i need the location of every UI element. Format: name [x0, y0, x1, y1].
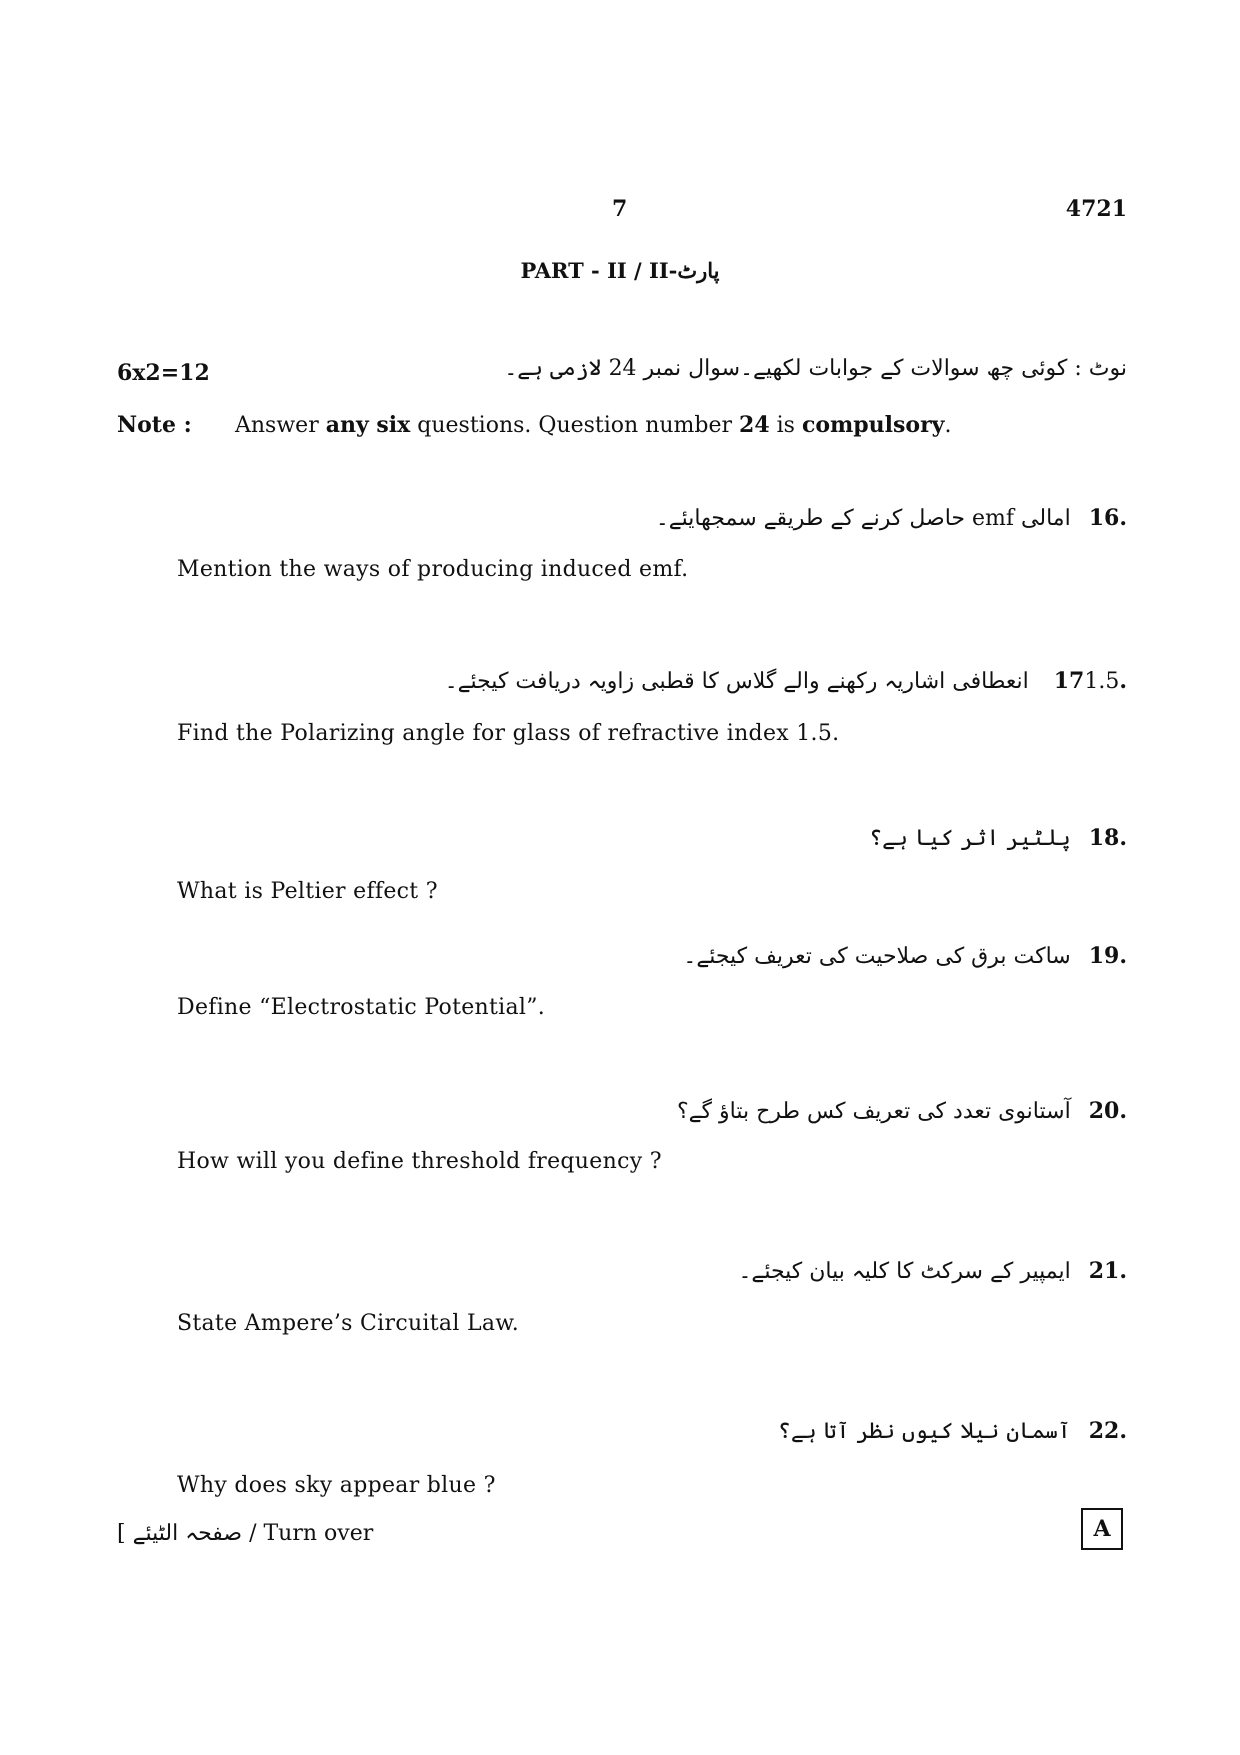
question-16-english: Mention the ways of producing induced emf.: [177, 557, 689, 582]
question-urdu-text: پلٹیر اثر کیا ہے؟: [869, 826, 1071, 851]
question-number: .16: [1088, 505, 1127, 531]
page-number: 7: [612, 196, 628, 222]
question-number: .22: [1088, 1418, 1127, 1444]
part-title: PART - II / II-پارٹ: [520, 258, 720, 283]
question-21-urdu: [739, 1258, 1127, 1284]
note-label: Note :: [117, 412, 192, 438]
question-17-english: Find the Polarizing angle for glass of refractive index 1.5.: [177, 721, 840, 746]
question-number: .21: [1088, 1258, 1127, 1284]
question-urdu-text: ساکت برق کی صلاحیت کی تعریف کیجئے۔: [683, 944, 1071, 969]
question-18-english: What is Peltier effect ?: [177, 879, 438, 904]
question-urdu-text: ایمپیر کے سرکٹ کا کلیہ بیان کیجئے۔: [738, 1259, 1071, 1284]
urdu-note: نوٹ : کوئی چھ سوالات کے جوابات لکھیے۔سوال نمبر 24 لازمی ہے۔: [504, 356, 1127, 381]
question-18-urdu: [869, 825, 1127, 851]
question-number: .17: [1053, 668, 1127, 694]
question-19-english: Define “Electrostatic Potential”.: [177, 995, 546, 1020]
question-21-english: State Ampere’s Circuital Law.: [177, 1311, 520, 1336]
question-17-urdu: [445, 668, 1127, 694]
note-text-3: is: [769, 413, 802, 438]
question-urdu-text: 1.5 انعطافی اشاریہ رکھنے والے گلاس کا قطبی زاویہ دریافت کیجئے۔: [444, 669, 1120, 694]
question-16-urdu: [656, 505, 1127, 531]
paper-code: 4721: [1065, 196, 1127, 222]
english-note: [117, 412, 951, 438]
question-number: .19: [1088, 943, 1127, 969]
question-19-urdu: [683, 943, 1127, 969]
question-20-urdu: [677, 1098, 1127, 1124]
note-text-4: .: [944, 413, 952, 438]
marks-allocation: 6x2=12: [117, 360, 210, 386]
note-emphasis-1: any six: [325, 412, 411, 438]
series-code-box: A: [1081, 1508, 1123, 1550]
question-number: .18: [1088, 825, 1127, 851]
question-22-urdu: [778, 1418, 1127, 1444]
turn-over-note: [ صفحہ الٹیئے / Turn over: [117, 1521, 374, 1546]
question-22-english: Why does sky appear blue ?: [177, 1473, 496, 1498]
note-text-2: questions. Question number: [410, 413, 740, 438]
note-emphasis-3: compulsory: [801, 412, 945, 438]
question-number: .20: [1088, 1098, 1127, 1124]
question-urdu-text: امالی emf حاصل کرنے کے طریقے سمجھایئے۔: [655, 506, 1071, 531]
question-urdu-text: آستانوی تعدد کی تعریف کس طرح بتاؤ گے؟: [676, 1099, 1071, 1124]
note-text-1: Answer: [235, 413, 326, 438]
question-20-english: How will you define threshold frequency ?: [177, 1149, 662, 1174]
note-emphasis-2: 24: [739, 412, 770, 438]
question-urdu-text: آسمان نیلا کیوں نظر آتا ہے؟: [777, 1419, 1071, 1444]
